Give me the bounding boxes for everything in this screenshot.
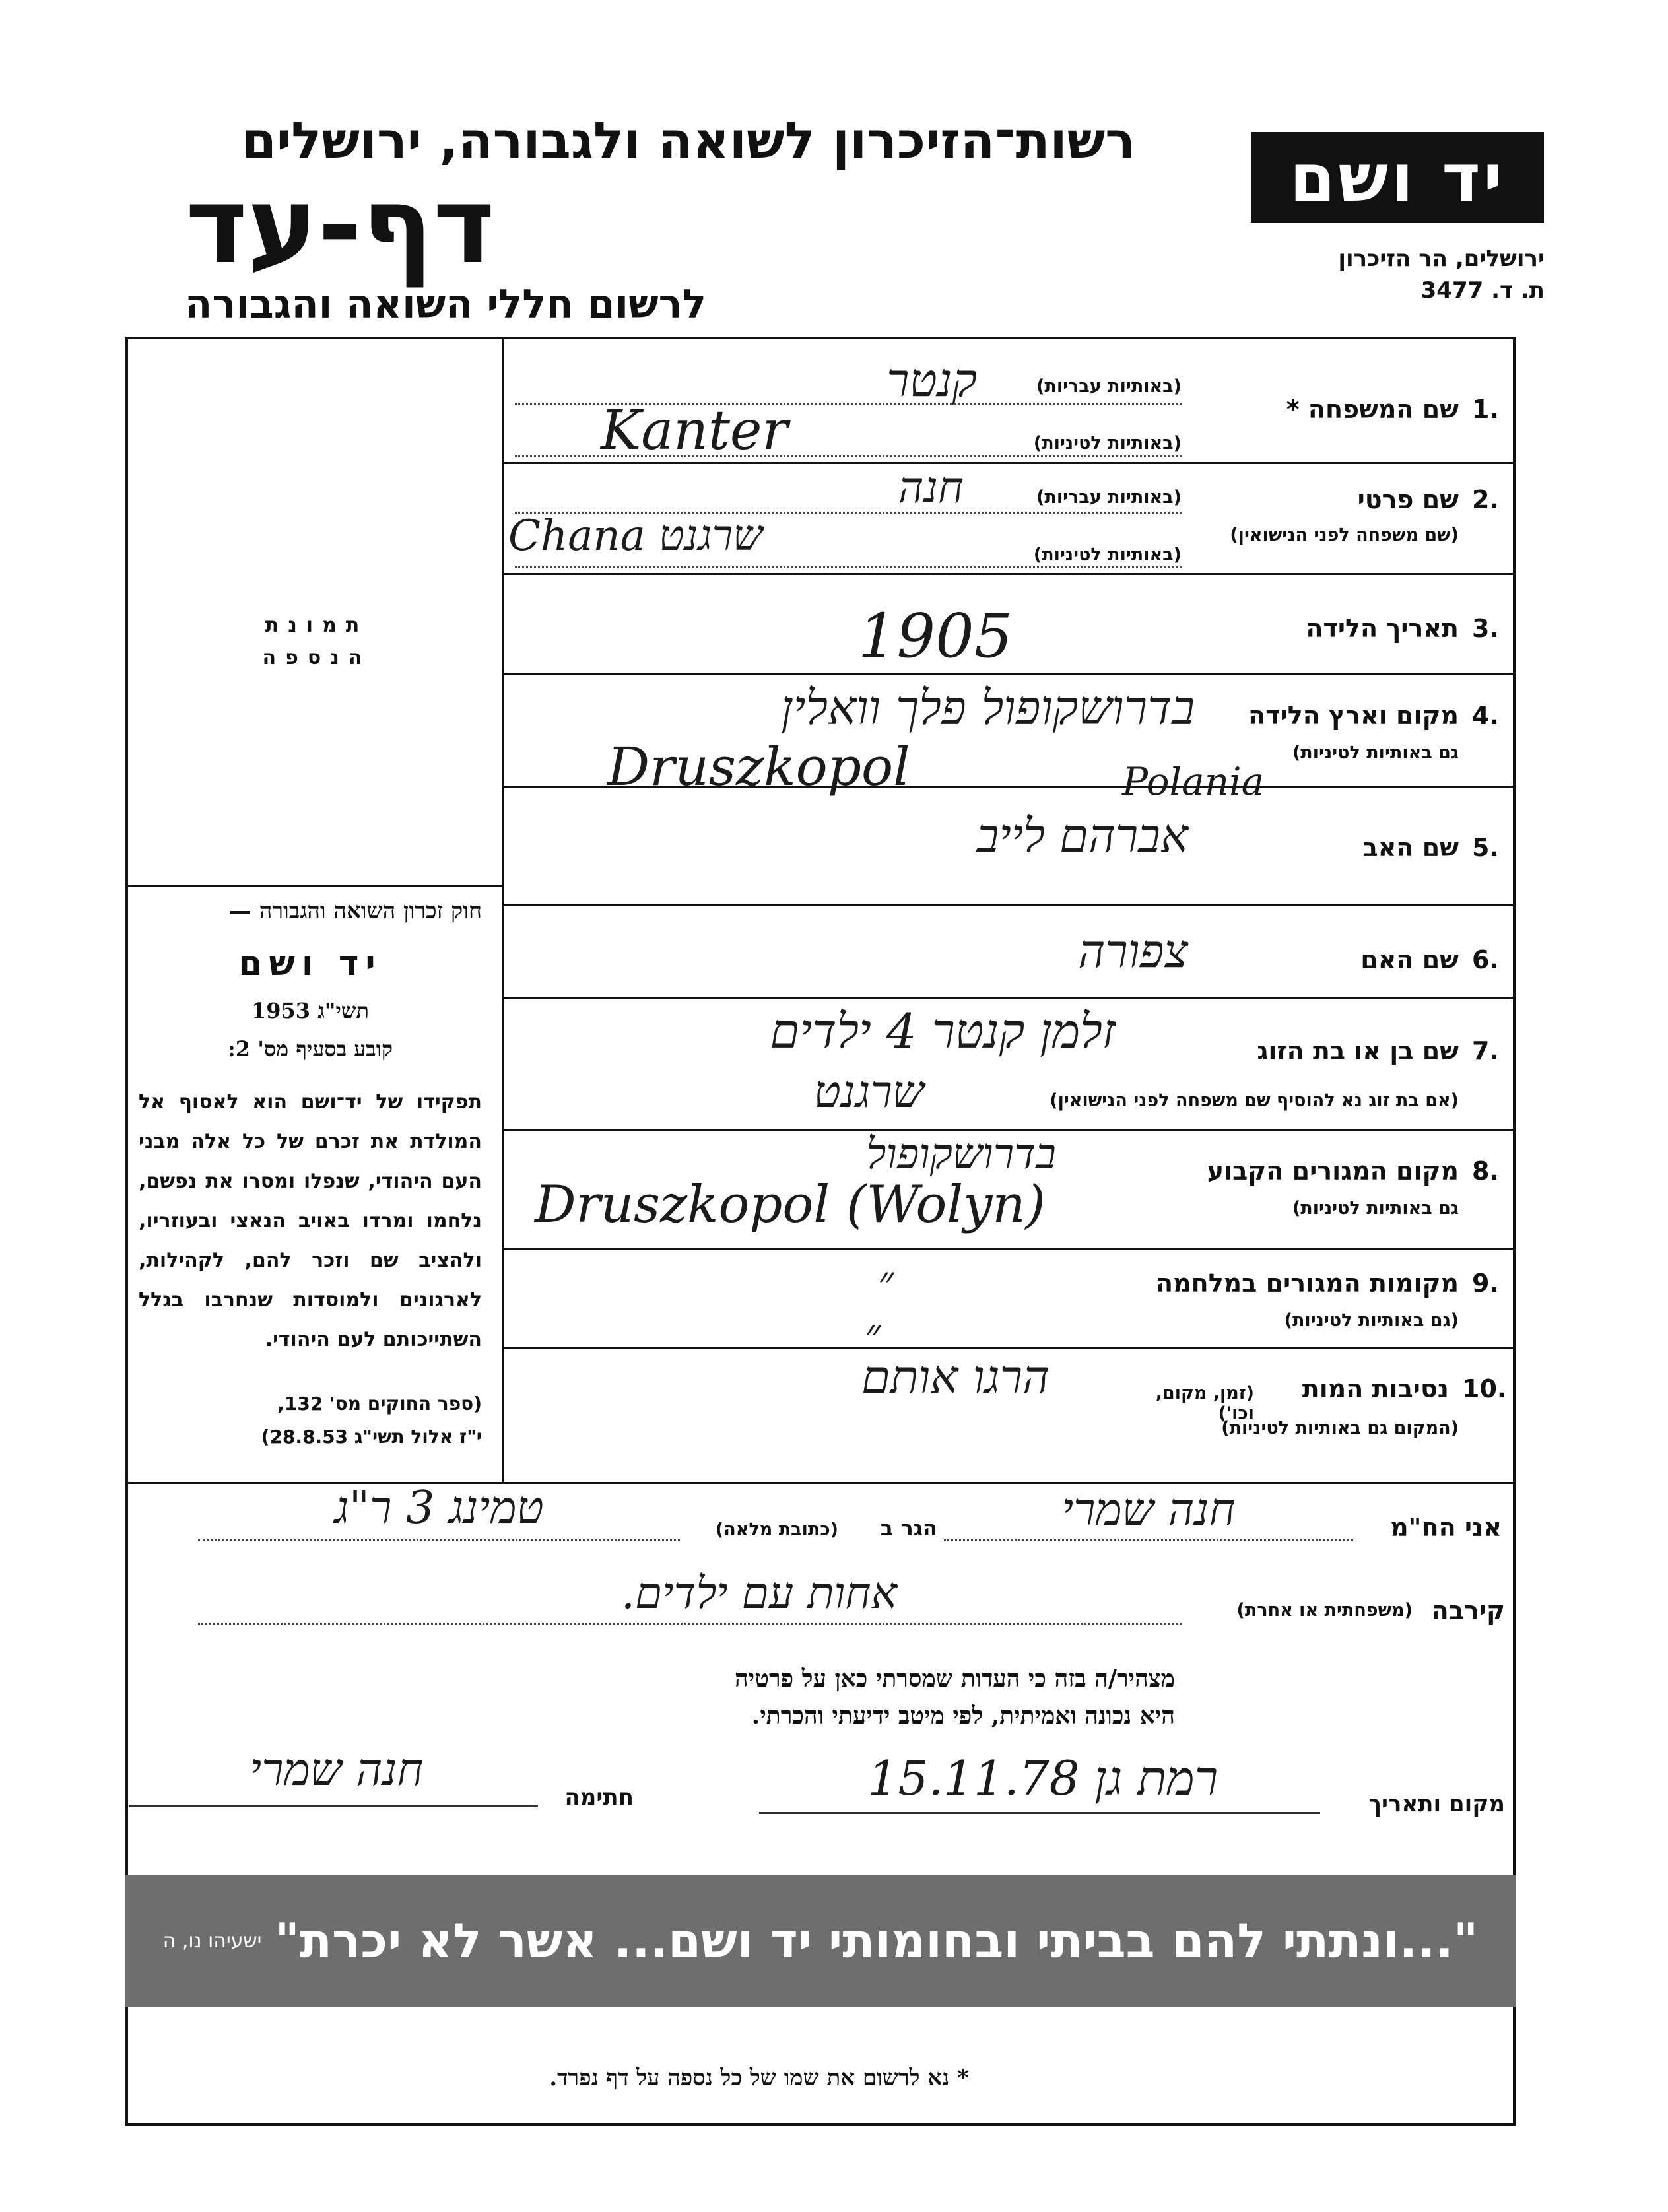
page-title: דף-עד xyxy=(185,164,495,287)
field-1-value-hebrew: קנטר xyxy=(886,353,977,407)
address-line-1: ירושלים, הר הזיכרון xyxy=(1338,246,1545,272)
photo-placeholder-label xyxy=(132,614,502,669)
row-divider xyxy=(503,673,1516,675)
relation-value: אחות עם ילדים. xyxy=(620,1568,897,1619)
row-divider xyxy=(503,997,1516,999)
row-divider xyxy=(503,462,1516,464)
footnote: * נא לרשום את שמו של כל נספה על דף נפרד. xyxy=(549,2065,969,2091)
field-2-hint-latin: (באותיות לטיניות) xyxy=(1033,545,1182,565)
field-5-value: אברהם לייב xyxy=(976,809,1188,863)
declarant-address-hint: (כתובת מלאה) xyxy=(715,1520,838,1540)
declarant-address: טמינג 3 ר"ג xyxy=(334,1482,544,1534)
signature-label: חתימה xyxy=(564,1784,634,1811)
address-line-2: ת. ד. 3477 xyxy=(1420,277,1545,304)
field-7-number: 7. xyxy=(1472,1036,1499,1065)
field-2-label: שם פרטי xyxy=(1357,485,1459,514)
yad-vashem-logo: יד ושם xyxy=(1251,132,1544,223)
field-4-value-country: Polania xyxy=(1122,759,1265,804)
law-body: תפקידו של יד־ושם הוא לאסוף אל המולדת את זכרם של כל אלה מבני העם היהודי, שנפלו ומסרו את נפשם, נלחמו ומרדו באויב הנאצי ובעוזריו, ולהציב שם וזכר להם, לקהילות, לארגונים ולמוסדות שנחרבו בגלל השתייכותם לעם היהודי. xyxy=(139,1090,482,1351)
photo-label-line1: תמונת xyxy=(265,614,369,637)
field-5-number: 5. xyxy=(1472,833,1499,862)
field-4-number: 4. xyxy=(1472,701,1499,730)
law-clause: קובע בסעיף מס' 2: xyxy=(227,1036,393,1061)
row-divider xyxy=(503,1248,1516,1250)
field-9-number: 9. xyxy=(1472,1269,1499,1298)
row-divider xyxy=(503,573,1516,575)
declarant-name: חנה שמרי xyxy=(1061,1484,1236,1536)
photo-divider xyxy=(125,885,503,887)
page-subtitle: לרשום חללי השואה והגבורה xyxy=(185,281,706,327)
relation-line xyxy=(198,1623,1182,1625)
field-10-label: נסיבות המות xyxy=(1302,1374,1449,1403)
field-7-label: שם בן או בת הזוג xyxy=(1257,1036,1459,1065)
law-heading: חוק זכרון השואה והגבורה — xyxy=(228,898,482,924)
field-8-number: 8. xyxy=(1472,1156,1499,1186)
field-7-value: זלמן קנטר 4 ילדים xyxy=(770,1003,1116,1059)
signature-line xyxy=(129,1805,538,1807)
field-9-sub: (גם באותיות לטיניות) xyxy=(1284,1310,1459,1331)
declarant-prefix: אני הח"מ xyxy=(1390,1513,1502,1542)
field-8-sub: גם באותיות לטיניות) xyxy=(1292,1198,1459,1219)
field-10-number: 10. xyxy=(1462,1374,1507,1403)
declarant-name-line xyxy=(944,1539,1353,1541)
field-5-label: שם האב xyxy=(1362,833,1459,862)
law-name: יד ושם xyxy=(238,944,382,984)
field-7-value-maiden: שרגנט xyxy=(813,1066,924,1118)
field-3-value: 1905 xyxy=(858,601,1013,671)
place-date-line xyxy=(759,1812,1320,1814)
quote-banner xyxy=(125,1875,1516,2007)
place-date-value: רמת גן 15.11.78 xyxy=(867,1751,1218,1806)
row-divider xyxy=(503,1347,1516,1349)
field-9-label: מקומות המגורים במלחמה xyxy=(1155,1269,1459,1298)
place-date-label: מקום ותאריך xyxy=(1368,1791,1505,1817)
signature: חנה שמרי xyxy=(250,1744,424,1796)
field-4-value-latin: Druszkopol xyxy=(607,736,910,797)
field-6-value: צפורה xyxy=(1078,924,1188,978)
field-1-label: שם המשפחה * xyxy=(1286,395,1459,424)
field-7-sub: (אם בת זוג נא להוסיף שם משפחה לפני הנישואין) xyxy=(1050,1090,1459,1111)
photo-label-line2: הנספה xyxy=(262,646,372,669)
declarant-lives-at: הגר ב xyxy=(880,1516,937,1541)
field-10-value: הרגו אותם xyxy=(861,1350,1050,1404)
declarant-address-line xyxy=(198,1539,680,1541)
law-source-2: י"ז אלול תשי"ג 28.8.53) xyxy=(261,1426,482,1448)
field-10-label-hint: (זמן, מקום, וכו') xyxy=(1155,1383,1254,1424)
field-4-label: מקום וארץ הלידה xyxy=(1248,701,1459,730)
field-2-value-latin: Chana שרגנט xyxy=(508,512,763,560)
field-9-value-1: ״ xyxy=(878,1257,894,1306)
field-4-sub: גם באותיות לטיניות) xyxy=(1292,743,1459,763)
field-4-value-hebrew: בדרושקופול פלך וואלין xyxy=(781,680,1195,735)
field-10-sub: (המקום גם באותיות לטיניות) xyxy=(1221,1418,1459,1438)
declaration-line-2: היא נכונה ואמיתית, לפי מיטב ידיעתי והכרתי. xyxy=(751,1702,1175,1729)
declaration-line-1: מצהיר/ה בזה כי העדות שמסרתי כאן על פרטיה xyxy=(735,1665,1175,1693)
law-year: תשי"ג 1953 xyxy=(251,998,369,1023)
column-divider xyxy=(502,337,504,1482)
field-2-sub: (שם משפחה לפני הנישואין) xyxy=(1230,525,1459,545)
field-6-number: 6. xyxy=(1472,945,1499,974)
field-8-value-latin: Druszkopol (Wolyn) xyxy=(535,1175,1046,1234)
law-source-1: (ספר החוקים מס' 132, xyxy=(277,1393,482,1415)
field-1-hint-latin: (באותיות לטיניות) xyxy=(1033,433,1182,453)
relation-hint: (משפחתית או אחרת) xyxy=(1236,1600,1413,1621)
field-1-hint-hebrew: (באותיות עבריות) xyxy=(1036,376,1182,397)
field-3-number: 3. xyxy=(1472,614,1499,643)
field-3-label: תאריך הלידה xyxy=(1306,614,1459,643)
field-9-value-2: ״ xyxy=(865,1310,881,1359)
row-divider xyxy=(503,904,1516,906)
field-1-number: 1. xyxy=(1472,395,1499,424)
field-2-hint-hebrew: (באותיות עבריות) xyxy=(1036,487,1182,508)
banner-quote: "...ונתתי להם בביתי ובחומותי יד ושם... אשר לא יכרת" xyxy=(275,1913,1479,1968)
field-2-number: 2. xyxy=(1472,485,1499,514)
field-8-value-hebrew: בדרושקופול xyxy=(866,1130,1056,1179)
field-2-line xyxy=(515,566,1182,568)
organization-name: רשות־הזיכרון לשואה ולגבורה, ירושלים xyxy=(242,111,1135,170)
relation-label: קירבה xyxy=(1431,1596,1505,1625)
field-1-value-latin: Kanter xyxy=(601,399,788,462)
field-8-label: מקום המגורים הקבוע xyxy=(1207,1156,1459,1186)
banner-source: ישעיהו נו, ה xyxy=(162,1929,262,1953)
field-2-value-hebrew: חנה xyxy=(898,462,964,513)
field-6-label: שם האם xyxy=(1360,945,1459,974)
